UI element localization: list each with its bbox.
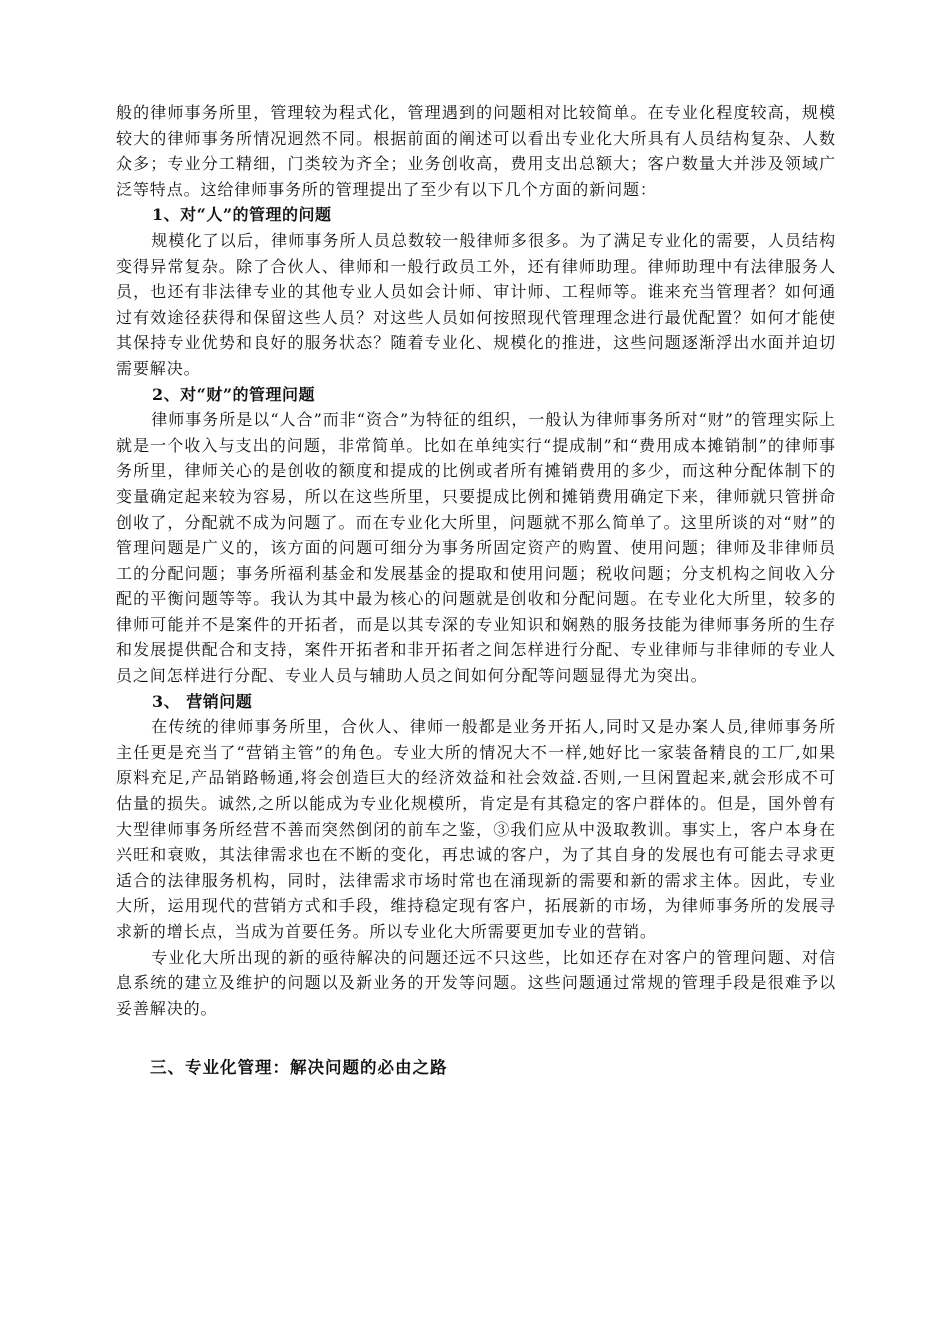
section-body-finance: 律师事务所是以“人合”而非“资合”为特征的组织，一般认为律师事务所对“财”的管理实际上就是一个收入与支出的问题，非常简单。比如在单纯实行“提成制”和“费用成本摊销制”的律师事务所里，律师关心的是创收的额度和提成的比例或者所有摊销费用的多少，而这种分配体制下的变量确定起来较为容易，所以在这些所里，只要提成比例和摊销费用确定下来，律师就只管拼命创收了，分配就不成为问题了。而在专业化大所里，问题就不那么简单了。这里所谈的对“财”的管理问题是广义的，该方面的问题可细分为事务所固定资产的购置、使用问题；律师及非律师员工的分配问题；事务所福利基金和发展基金的提取和使用问题；税收问题；分支机构之间收入分配的平衡问题等等。我认为其中最为核心的问题就是创收和分配问题。在专业化大所里，较多的律师可能并不是案件的开拓者，而是以其专深的专业知识和娴熟的服务技能为律师事务所的生存和发展提供配合和支持，案件开拓者和非开拓者之间怎样进行分配、专业律师与非律师的专业人员之间怎样进行分配、专业人员与辅助人员之间如何分配等问题显得尤为突出。 [116,410,836,686]
section-body-marketing: 在传统的律师事务所里，合伙人、律师一般都是业务开拓人,同时又是办案人员,律师事务所主任更是充当了“营销主管”的角色。专业大所的情况大不一样,她好比一家装备精良的工厂,如果原料充足,产品销路畅通,将会创造巨大的经济效益和社会效益.否则,一旦闲置起来,就会形成不可估量的损失。诚然,之所以能成为专业化规模所，肯定是有其稳定的客户群体的。但是，国外曾有大型律师事务所经营不善而突然倒闭的前车之鉴，③我们应从中汲取教训。事实上，客户本身在兴旺和衰败，其法律需求也在不断的变化，再忠诚的客户，为了其自身的发展也有可能去寻求更适合的法律服务机构，同时，法律需求市场时常也在涌现新的需要和新的需求主体。因此，专业大所，运用现代的营销方式和手段，维持稳定现有客户，拓展新的市场，为律师事务所的发展寻求新的增长点，当成为首要任务。所以专业化大所需要更加专业的营销。 [116,717,836,941]
section-heading-finance: 2、对“财”的管理问题 [152,384,316,404]
intro-paragraph: 般的律师事务所里，管理较为程式化，管理遇到的问题相对比较简单。在专业化程度较高，规模较大的律师事务所情况迥然不同。根据前面的阐述可以看出专业化大所具有人员结构复杂、人数众多；专业分工精细，门类较为齐全；业务创收高，费用支出总额大；客户数量大并涉及领域广泛等特点。这给律师事务所的管理提出了至少有以下几个方面的新问题： [116,103,836,199]
closing-paragraph: 专业化大所出现的新的亟待解决的问题还远不只这些，比如还存在对客户的管理问题、对信息系统的建立及维护的问题以及新业务的开发等问题。这些问题通过常规的管理手段是很难予以妥善解决的。 [116,947,836,1018]
section-heading-marketing: 3、 营销问题 [152,691,253,711]
section-heading-people: 1、对“人”的管理的问题 [152,205,332,225]
next-section-title: 三、专业化管理：解决问题的必由之路 [150,1058,448,1078]
section-body-people: 规模化了以后，律师事务所人员总数较一般律师多很多。为了满足专业化的需要，人员结构变得异常复杂。除了合伙人、律师和一般行政员工外，还有律师助理。律师助理中有法律服务人员，也还有非法律专业的其他专业人员如会计师、审计师、工程师等。谁来充当管理者？如何通过有效途径获得和保留这些人员？对这些人员如何按照现代管理理念进行最优配置？如何才能使其保持专业优势和良好的服务状态？随着专业化、规模化的推进，这些问题逐渐浮出水面并迫切需要解决。 [116,230,836,378]
document-page [116,100,836,1081]
